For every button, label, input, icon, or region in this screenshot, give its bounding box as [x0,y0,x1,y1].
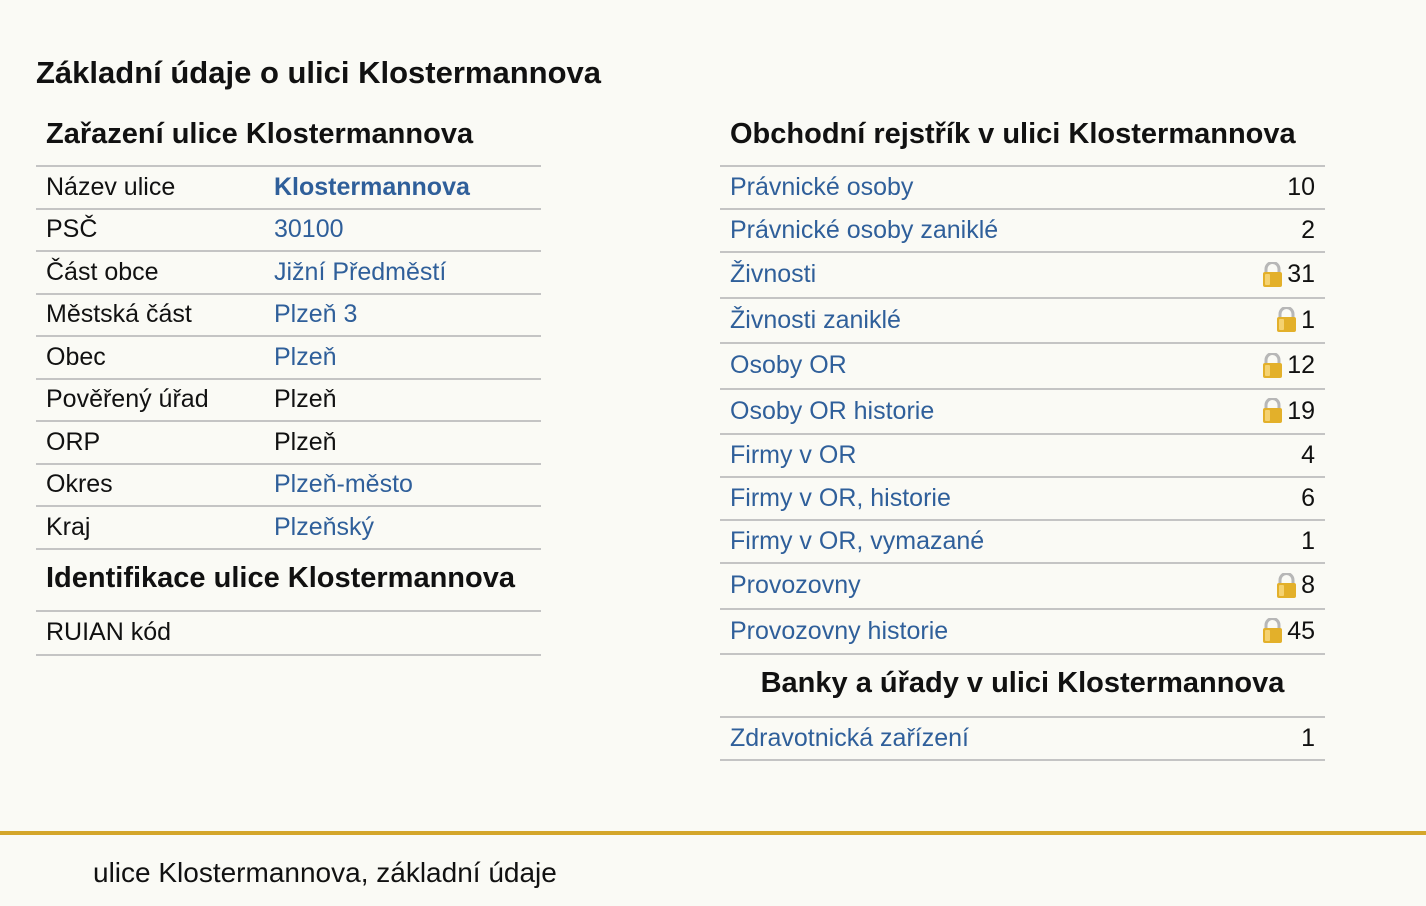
region-link[interactable]: Plzeňský [274,512,375,541]
street-classification-panel [36,108,541,656]
persons-or-history-link[interactable]: Osoby OR historie [730,396,935,425]
municipality-part-link[interactable]: Jižní Předměstí [274,257,447,286]
row-count: 6 [1301,484,1315,512]
street-name-link[interactable]: Klostermannova [274,172,470,201]
lock-icon [1276,307,1297,333]
row-label: Obec [46,342,106,371]
legal-entities-link[interactable]: Právnické osoby [730,173,914,201]
register-row [720,210,1325,253]
classification-row-city-district [36,295,541,338]
row-label: Pověřený úřad [46,385,209,414]
register-row [720,344,1325,390]
row-label: PSČ [46,215,98,244]
row-label: Název ulice [46,172,176,201]
register-row [720,299,1325,345]
row-label: ORP [46,427,101,456]
postal-code-link[interactable]: 30100 [274,215,344,244]
lock-icon [1262,262,1283,288]
banks-title: Banky a úřady v ulici Klostermannova [720,655,1325,718]
row-count: 8 [1301,571,1315,600]
row-count: 12 [1287,351,1315,380]
companies-or-deleted-link[interactable]: Firmy v OR, vymazané [730,527,985,555]
register-row [720,253,1325,299]
row-label: Městská část [46,300,192,329]
row-count: 1 [1301,305,1315,334]
register-row [720,167,1325,210]
row-count: 4 [1301,441,1315,469]
register-row [720,478,1325,521]
row-label: RUIAN kód [46,618,172,646]
classification-row-district [36,465,541,508]
footer-text: ulice Klostermannova, základní údaje [93,857,557,888]
row-label: Část obce [46,257,159,286]
classification-row-street-name [36,167,541,210]
banks-row [720,718,1325,761]
persons-or-link[interactable]: Osoby OR [730,351,847,380]
establishments-link[interactable]: Provozovny [730,571,861,600]
companies-or-history-link[interactable]: Firmy v OR, historie [730,484,951,512]
row-label: Okres [46,470,113,499]
lock-icon [1262,618,1283,644]
defunct-legal-entities-link[interactable]: Právnické osoby zaniklé [730,216,999,244]
row-count: 31 [1287,260,1315,289]
row-count: 2 [1301,216,1315,244]
register-row [720,521,1325,564]
footer [0,831,1426,906]
classification-row-municipality-part [36,252,541,295]
row-count: 19 [1287,396,1315,425]
classification-row-authorized-office [36,380,541,423]
orp-value: Plzeň [274,427,337,456]
classification-row-postal-code [36,210,541,253]
classification-row-region [36,507,541,550]
identification-row-ruian [36,612,541,656]
municipality-link[interactable]: Plzeň [274,342,337,371]
authorized-office-value: Plzeň [274,385,337,414]
register-row [720,390,1325,436]
classification-title: Zařazení ulice Klostermannova [36,108,541,167]
row-count: 10 [1287,173,1315,201]
row-count: 1 [1301,724,1315,752]
row-count: 1 [1301,527,1315,555]
lock-icon [1262,353,1283,379]
row-count: 45 [1287,616,1315,645]
page-title: Základní údaje o ulici Klostermannova [36,55,602,90]
lock-icon [1262,398,1283,424]
classification-row-municipality [36,337,541,380]
business-register-title: Obchodní rejstřík v ulici Klostermannova [720,108,1325,167]
city-district-link[interactable]: Plzeň 3 [274,300,358,329]
register-row [720,564,1325,610]
companies-or-link[interactable]: Firmy v OR [730,441,857,469]
medical-facilities-link[interactable]: Zdravotnická zařízení [730,724,969,752]
classification-row-orp [36,422,541,465]
register-row [720,435,1325,478]
register-row [720,610,1325,656]
defunct-trades-link[interactable]: Živnosti zaniklé [730,305,901,334]
trades-link[interactable]: Živnosti [730,260,817,289]
identification-title: Identifikace ulice Klostermannova [36,550,541,612]
district-link[interactable]: Plzeň-město [274,470,413,499]
row-label: Kraj [46,512,91,541]
business-register-panel [720,108,1325,761]
lock-icon [1276,573,1297,599]
establishments-history-link[interactable]: Provozovny historie [730,616,949,645]
